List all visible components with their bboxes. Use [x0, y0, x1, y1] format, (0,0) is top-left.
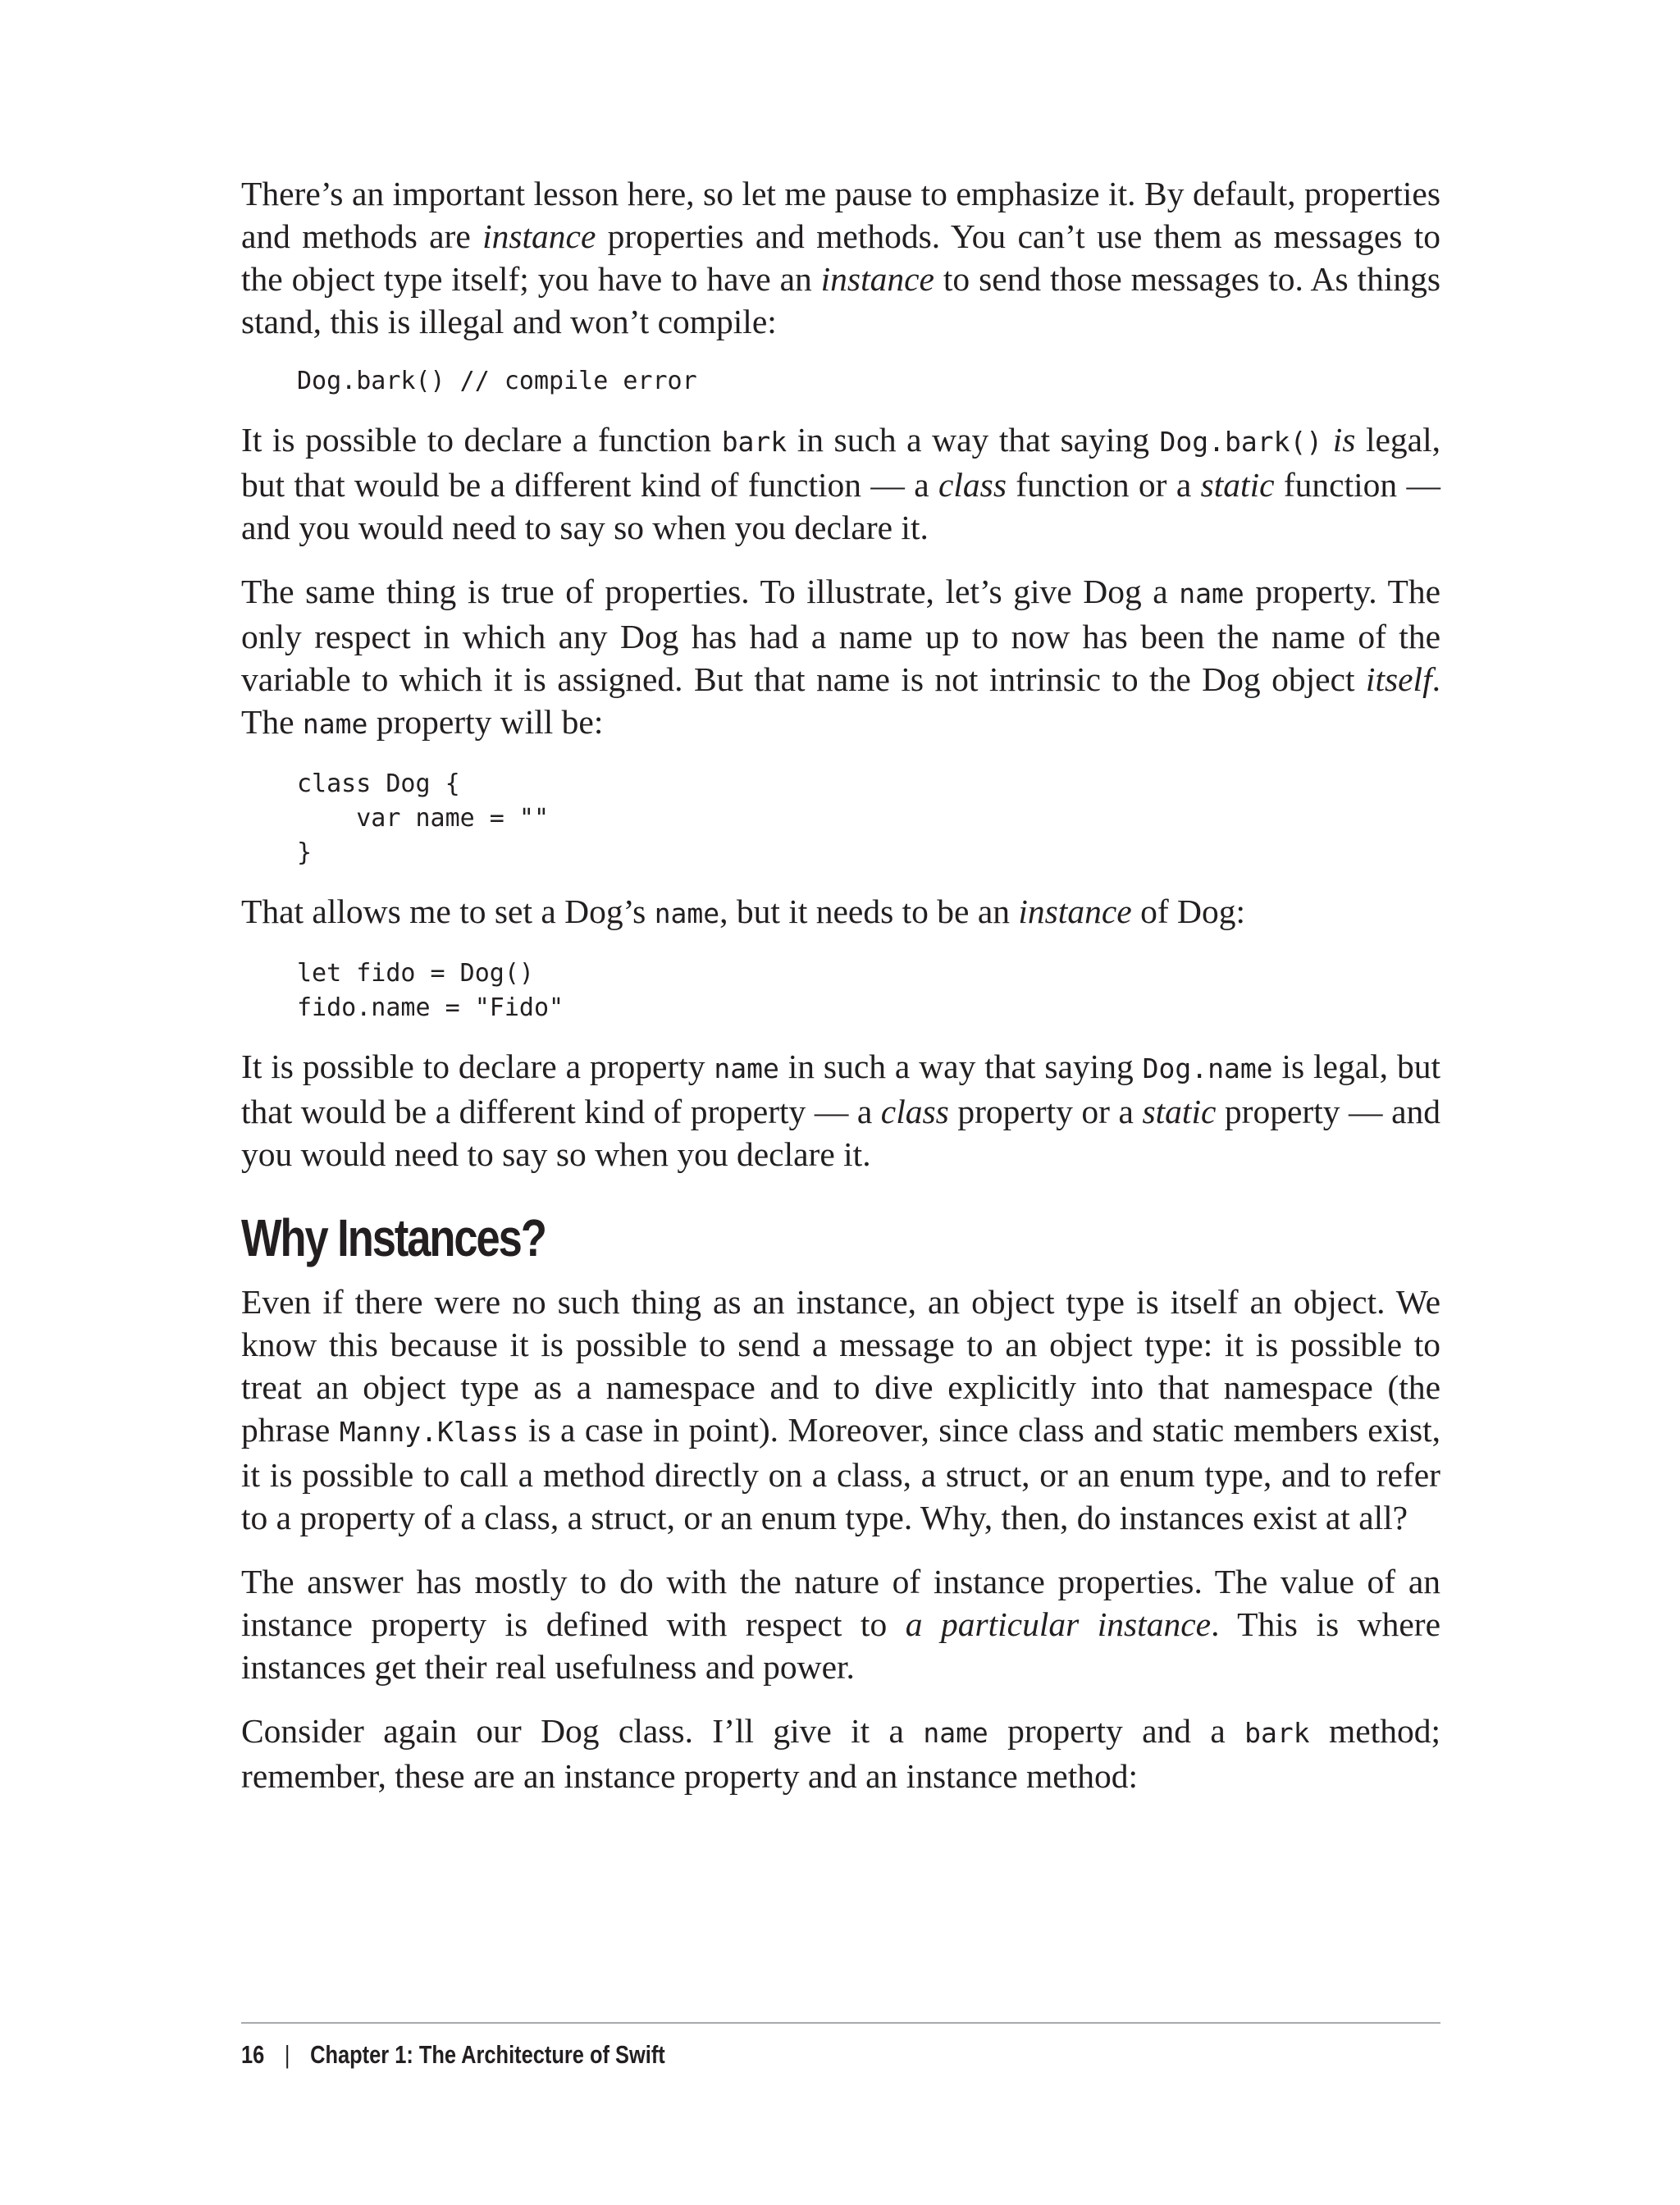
inline-code: name [302, 708, 368, 740]
paragraph-name-property: The same thing is true of properties. To illustrate, let’s give Dog a name property. The only respect in which any Dog has had a name up to now has been the name of the variable to which it is assigned. But that name is not intrinsic to the Dog object itself. The name property will be: [241, 573, 1440, 741]
chapter-title: Chapter 1: The Architecture of Swift [310, 2040, 665, 2069]
inline-code: Dog.name [1142, 1052, 1273, 1084]
inline-code: Manny.Klass [339, 1416, 519, 1448]
code-block-class-dog: class Dog { var name = "" } [297, 769, 550, 867]
inline-code: Dog.bark() [1159, 426, 1323, 458]
emphasis: itself [1365, 660, 1432, 698]
page-number: 16 [241, 2040, 265, 2069]
paragraph-instance-properties: The answer has mostly to do with the nature of instance properties. The value of an instance property is defined with respect to a particular instance. This is where instances get their real usefulness and power. [241, 1563, 1441, 1686]
page-footer [241, 2022, 1440, 2071]
emphasis: class [880, 1093, 949, 1130]
inline-code: name [1179, 578, 1244, 609]
inline-code: name [714, 1052, 779, 1084]
section-heading: Why Instances? [241, 1208, 546, 1267]
emphasis: is [1332, 421, 1356, 459]
emphasis: instance [482, 217, 596, 255]
inline-code: bark [1244, 1717, 1310, 1749]
paragraph-instance-lesson: There’s an important lesson here, so let me pause to emphasize it. By default, properties and methods are instance properties and methods. You can’t use them as messages to the object type itself; you have to have an instance to send those messages to. As things stand, this is illegal and won’t compile: [241, 175, 1440, 340]
page-body [241, 172, 1440, 1819]
code-block-fido: let fido = Dog() fido.name = "Fido" [297, 959, 564, 1022]
paragraph-object-type: Even if there were no such thing as an instance, an object type is itself an object. We know this because it is possible to send a message to an object type: it is possible to treat an object type as a namespace and to dive explicitly into that namespace (the phrase Manny.Klass is a case in point). Moreover, since class and static members exist, it is possible to call a method directly on a class, a struct, or an enum type, and to refer to a property of a class, a struct, or an enum type. Why, then, do instances exist at all? [241, 1283, 1441, 1536]
footer-line [241, 2038, 1225, 2071]
inline-code: name [923, 1717, 988, 1749]
code-block-compile-error: Dog.bark() // compile error [297, 367, 697, 395]
emphasis: static [1142, 1093, 1217, 1130]
footer-separator: | [284, 2040, 290, 2069]
emphasis: instance [1018, 892, 1132, 930]
emphasis: class [938, 466, 1007, 504]
paragraph-set-name: That allows me to set a Dog’s name, but it needs to be an instance of Dog: [241, 892, 1246, 930]
paragraph-static-property: It is possible to declare a property name in such a way that saying Dog.name is legal, but that would be a different kind of property — a class property or a static property — and you would need to say so when you declare it. [241, 1048, 1440, 1173]
inline-code: bark [721, 426, 788, 458]
emphasis: instance [820, 260, 934, 298]
paragraph-class-function: It is possible to declare a function bark in such a way that saying Dog.bark() is legal, but that would be a different kind of function — a class function or a static function — and you would need to say so when you declare it. [241, 421, 1441, 546]
emphasis: a particular instance [905, 1605, 1212, 1643]
paragraph-dog-class-again: Consider again our Dog class. I’ll give it a name property and a bark method; remember, these are an instance property and an instance method: [241, 1712, 1440, 1795]
emphasis: static [1200, 466, 1275, 504]
inline-code: name [654, 897, 720, 929]
